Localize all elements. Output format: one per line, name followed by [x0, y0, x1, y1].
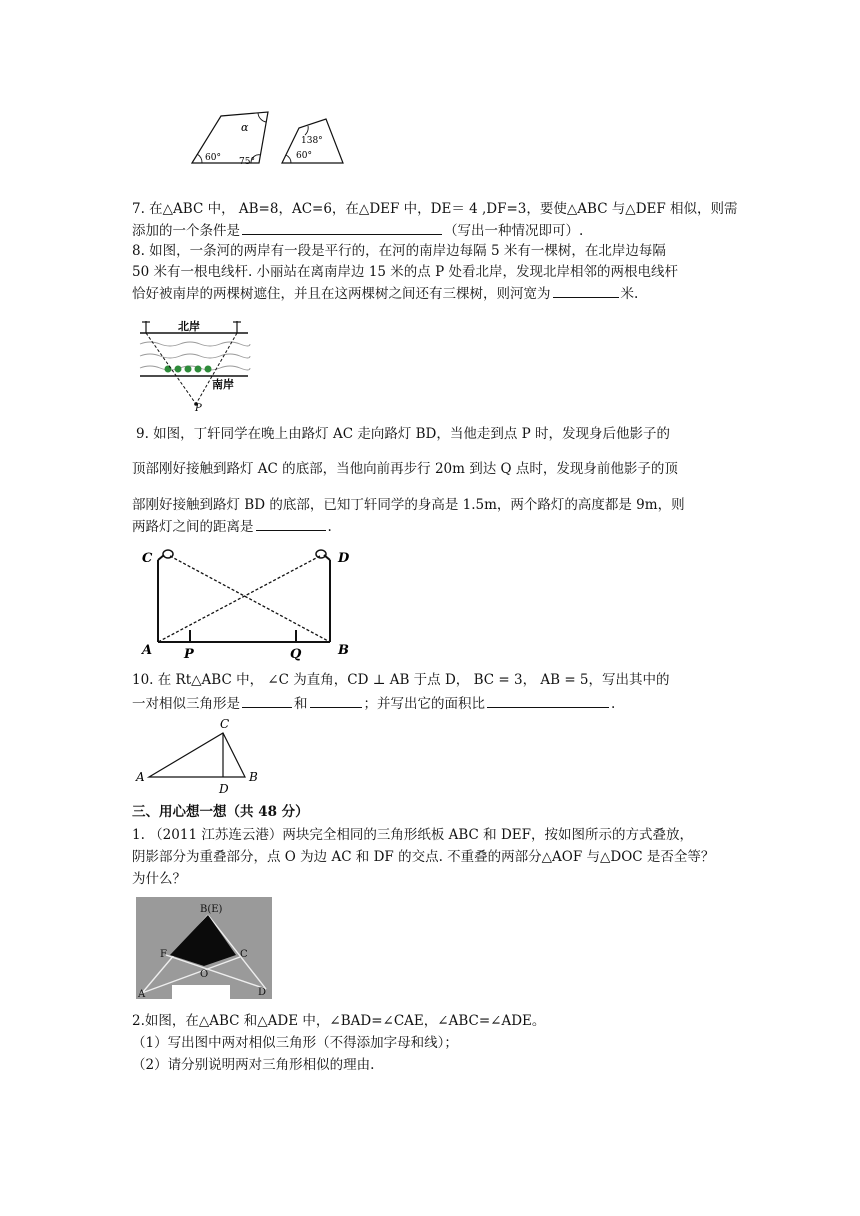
s3q2-line1: 2.如图，在△ABC 和△ADE 中，∠BAD=∠CAE，∠ABC=∠ADE。 — [132, 1013, 546, 1029]
overlap-shaded-region — [170, 915, 236, 966]
q10-line2 — [132, 693, 732, 714]
s3q2-line2: （1）写出图中两对相似三角形（不得添加字母和线）； — [132, 1035, 458, 1051]
right-angle-arc-bottom — [286, 155, 291, 163]
q8-line1: 8. 如图，一条河的两岸有一段是平行的，在河的南岸边每隔 5 米有一棵树，在北岸边每隔 — [132, 243, 666, 259]
vertex-d: D — [219, 782, 229, 796]
s3q1-line3: 为什么？ — [132, 871, 186, 887]
q9-line4-suffix: . — [327, 519, 332, 535]
label-f: F — [160, 949, 167, 960]
right-triangle-figure — [134, 715, 274, 795]
s3q1-line2: 阴影部分为重叠部分，点 O 为边 AC 和 DF 的交点. 不重叠的两部分△AOF 与△DOC 是否全等？ — [132, 849, 715, 865]
q8-line3-suffix: 米. — [620, 286, 639, 302]
q10-line2-suffix: . — [611, 696, 616, 712]
vertex-c: C — [220, 717, 230, 731]
right-angle-138-label: 138° — [301, 136, 323, 146]
left-angle-arc-bottom-left — [197, 154, 202, 163]
label-o: O — [200, 969, 209, 980]
vertex-b: B — [249, 770, 258, 784]
label-c2: C — [240, 949, 248, 960]
q7-line2-prefix: 添加的一个条件是 — [132, 223, 240, 239]
label-q: Q — [290, 647, 302, 662]
label-p: P — [184, 647, 194, 662]
label-be: B(E) — [200, 904, 223, 915]
label-d: D — [338, 551, 350, 566]
south-bank-label: 南岸 — [212, 378, 234, 391]
quadrilaterals-figure — [188, 108, 358, 168]
s3q1-line1: 1. （2011 江苏连云港）两块完全相同的三角形纸板 ABC 和 DEF，按如图所示的方式叠放， — [132, 827, 693, 843]
q10-blank-3[interactable] — [487, 693, 609, 708]
q9-answer-blank[interactable] — [256, 516, 326, 531]
q10-line1: 10. 在 Rt△ABC 中， ∠C 为直角，CD ⊥ AB 于点 D， BC = 3， AB = 5，写出其中的 — [132, 672, 670, 688]
q8-line2: 50 米有一根电线杆. 小丽站在离南岸边 15 米的点 P 处看北岸，发现北岸相邻的两根电线杆 — [132, 264, 678, 280]
q10-line2-ratio: ；并写出它的面积比 — [363, 696, 485, 712]
north-bank-label: 北岸 — [178, 320, 200, 333]
overlapping-triangles-figure — [136, 897, 272, 999]
right-angle-60-label: 60° — [296, 151, 312, 161]
q9-line2: 顶部刚好接触到路灯 AC 的底部，当他向前再步行 20m 到达 Q 点时，发现身前他影子的顶 — [132, 461, 678, 477]
q8-line3-prefix: 恰好被南岸的两棵树遮住，并且在这两棵树之间还有三棵树，则河宽为 — [132, 286, 551, 302]
q9-line1: 9. 如图，丁轩同学在晚上由路灯 AC 走向路灯 BD，当他走到点 P 时，发现身后他影子的 — [136, 426, 671, 442]
label-c: C — [142, 551, 153, 566]
left-angle-75-label: 75° — [239, 157, 255, 167]
q7-line2-suffix: （写出一种情况即可）. — [444, 223, 584, 239]
q9-line4 — [132, 516, 732, 537]
left-angle-arc-top-right — [258, 113, 266, 122]
q10-line2-and: 和 — [294, 696, 308, 712]
label-a2: A — [138, 989, 146, 1000]
label-b: B — [338, 643, 349, 658]
river-figure — [138, 318, 258, 414]
right-angle-arc-top — [305, 126, 308, 135]
q8-line3 — [132, 283, 732, 304]
q7-answer-blank[interactable] — [242, 220, 442, 235]
q9-line3: 部刚好接触到路灯 BD 的底部，已知丁轩同学的身高是 1.5m，两个路灯的高度都是 9m，则 — [132, 497, 685, 513]
street-lamp-figure — [138, 546, 358, 662]
label-d2: D — [258, 987, 267, 998]
q7-line2 — [132, 220, 732, 241]
left-angle-60-label: 60° — [205, 153, 221, 163]
section3-heading: 三、用心想一想（共 48 分） — [132, 804, 309, 820]
alpha-label: α — [241, 121, 249, 134]
q10-blank-2[interactable] — [310, 693, 362, 708]
q10-line2-prefix: 一对相似三角形是 — [132, 696, 240, 712]
point-p-label: P — [195, 403, 202, 414]
q9-line4-prefix: 两路灯之间的距离是 — [132, 519, 254, 535]
q7-line1: 7. 在△ABC 中， AB=8，AC=6，在△DEF 中，DE＝ 4 ,DF=3，要使△ABC 与△DEF 相似，则需 — [132, 201, 738, 217]
q8-answer-blank[interactable] — [553, 283, 619, 298]
label-a: A — [142, 643, 153, 658]
s3q2-line3: （2）请分别说明两对三角形相似的理由. — [132, 1057, 375, 1073]
q10-blank-1[interactable] — [242, 693, 292, 708]
vertex-a: A — [136, 770, 145, 784]
